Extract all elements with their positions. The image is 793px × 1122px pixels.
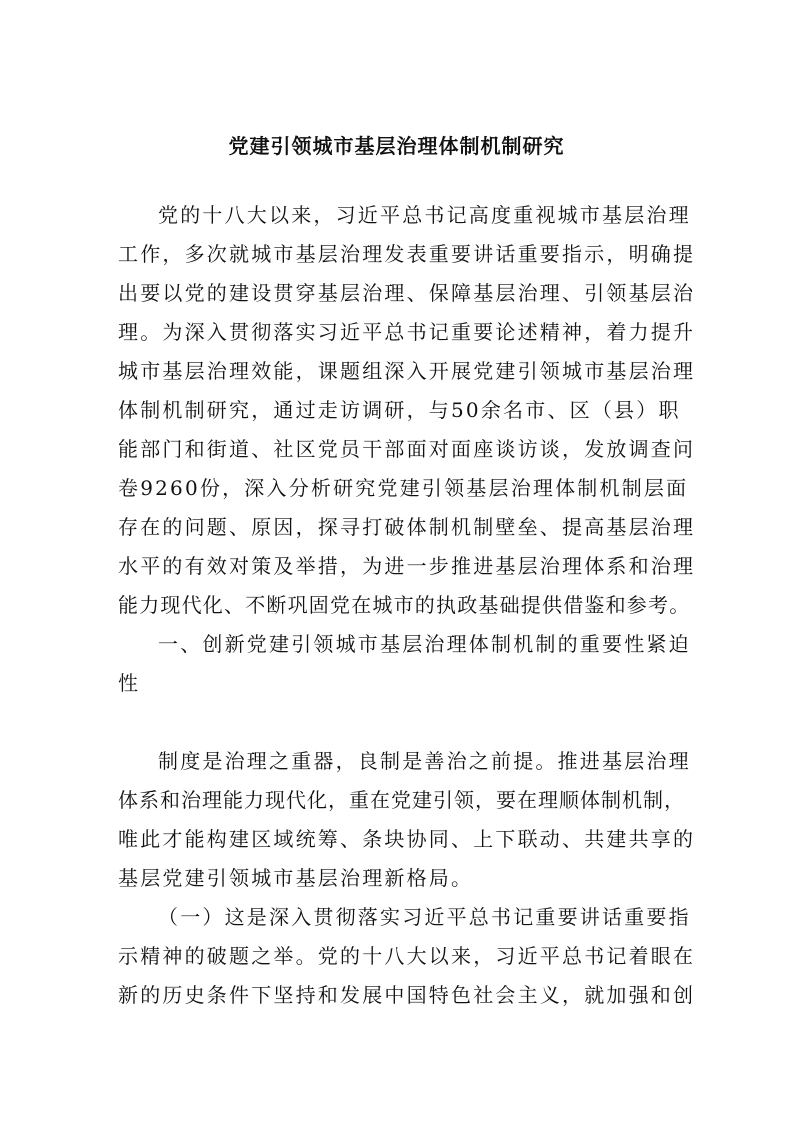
- document-title: 党建引领城市基层治理体制机制研究: [228, 134, 565, 158]
- paragraph-section-1: [118, 742, 696, 898]
- text-line: 示精神的破题之举。党的十八大以来，习近平总书记着眼在: [118, 944, 696, 968]
- text-line: 能力现代化、不断巩固党在城市的执政基础提供借鉴和参考。: [118, 593, 691, 617]
- paragraph-subsection-1: [118, 898, 696, 1015]
- text-line: 体制机制研究，通过走访调研，与50余名市、区（县）职: [118, 398, 681, 422]
- text-line: 出要以党的建设贯穿基层治理、保障基层治理、引领基层治: [118, 281, 696, 305]
- text-line: 存在的问题、原因，探寻打破体制机制壁垒、提高基层治理: [118, 515, 696, 539]
- text-line: 工作，多次就城市基层治理发表重要讲话重要指示，明确提: [118, 242, 696, 266]
- section-heading-1: [118, 625, 691, 703]
- text-line: （一）这是深入贯彻落实习近平总书记重要讲话重要指: [158, 905, 691, 929]
- text-line: 一、创新党建引领城市基层治理体制机制的重要性紧迫: [158, 632, 691, 656]
- text-line: 党的十八大以来，习近平总书记高度重视城市基层治理: [158, 203, 691, 227]
- paragraph-intro: [118, 196, 696, 625]
- text-line: 卷9260份，深入分析研究党建引领基层治理体制机制层面: [118, 476, 689, 500]
- text-line: 性: [118, 671, 141, 695]
- text-line: 水平的有效对策及举措，为进一步推进基层治理体系和治理: [118, 554, 696, 578]
- text-line: 理。为深入贯彻落实习近平总书记重要论述精神，着力提升: [118, 320, 696, 344]
- text-line: 城市基层治理效能，课题组深入开展党建引领城市基层治理: [118, 359, 696, 383]
- text-line: 体系和治理能力现代化，重在党建引领，要在理顺体制机制，: [118, 788, 685, 812]
- text-line: 能部门和街道、社区党员干部面对面座谈访谈，发放调查问: [118, 437, 696, 461]
- text-line: 新的历史条件下坚持和发展中国特色社会主义，就加强和创: [118, 983, 696, 1007]
- text-line: 基层党建引领城市基层治理新格局。: [118, 866, 474, 890]
- text-line: 制度是治理之重器，良制是善治之前提。推进基层治理: [158, 749, 691, 773]
- text-line: 唯此才能构建区域统筹、条块协同、上下联动、共建共享的: [118, 827, 696, 851]
